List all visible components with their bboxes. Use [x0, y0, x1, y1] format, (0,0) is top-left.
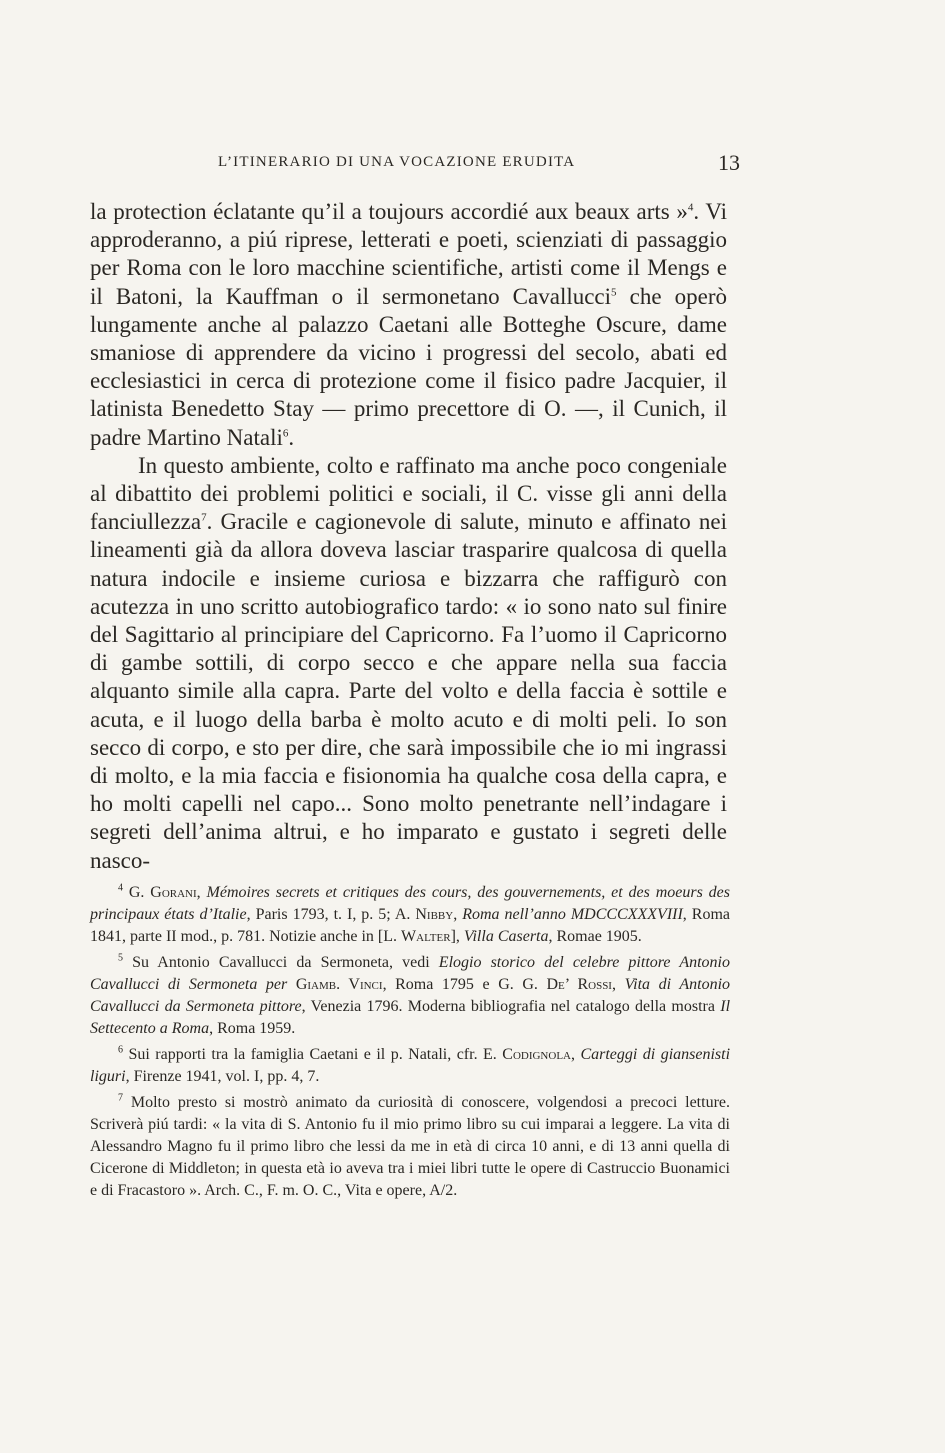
paragraph-2-text: . Gracile e cagionevole di salute, minuto e affinato nei lineamenti già da allora doveva lasciar trasparire qualcosa di quella natura indocile e insieme curiosa e bizzarra che raffigurò con acutezza in uno scritto autobiografico tardo: « io sono nato sul finire del Sagittario al principiare del Capricorno. Fa l’uomo il Capricorno di gambe sottili, di corpo secco e che appare nella sua faccia alquanto simile alla capra. Parte del volto e della faccia è sottile e acuta, e il luogo della barba è molto acuto e di molti peli. Io son secco di corpo, e sto per dire, che sarà impossibile che io mi ingrassi di molto, e la mia faccia e fisionomia ha qualche cosa della capra, e ho molti capelli nel capo... Sono molto penetrante nell’indagare i segreti dell’anima altrui, e ho imparato e gustato i segreti delle nasco-	[90, 509, 727, 873]
footnote-ref-6: 6	[282, 426, 289, 439]
paragraph-1-text: che operò lungamente anche al palazzo Caetani alle Botteghe Oscure, dame smaniose di apprendere da vicino i progressi del secolo, abati ed ecclesiastici in cerca di protezione come il fisico padre Jacquier, il latinista Benedetto Stay — primo precettore di O. —, il Cunich, il padre Martino Natali	[90, 283, 727, 450]
footnote-mark: 4	[118, 882, 123, 894]
footnote-5	[90, 952, 730, 1040]
paragraph-2-text: In questo ambiente, colto e raffinato ma anche poco congeniale al dibattito dei problemi politici e sociali, il C. visse gli anni della fanciullezza	[90, 452, 727, 535]
running-head	[90, 150, 740, 178]
footnote-7	[90, 1092, 730, 1202]
footnote-text: , Firenze 1941, vol. I, pp. 4, 7.	[125, 1068, 320, 1085]
work-title: Carteggi di giansenisti liguri	[90, 1046, 731, 1085]
footnote-text: ],	[450, 928, 464, 945]
work-title: Il Settecento a Roma	[90, 998, 731, 1037]
footnote-mark: 7	[118, 1092, 123, 1104]
work-title: Mémoires secrets et critiques des cours, des gouvernements, et des moeurs des principaux états d’Italie	[90, 884, 731, 923]
paragraph-1-text: la protection éclatante qu’il a toujours accordié aux beaux arts »	[90, 199, 688, 224]
author-name: Codignola	[502, 1046, 571, 1063]
footnote-text: ,	[570, 1046, 581, 1063]
paragraph-1-text: .	[288, 424, 295, 450]
footnote-4	[90, 882, 730, 948]
footnote-mark: 6	[118, 1044, 123, 1056]
footnote-text: Su Antonio Cavallucci da Sermoneta, vedi	[132, 954, 439, 971]
paragraph-1	[90, 198, 727, 452]
footnote-text: , Venezia 1796. Moderna bibliografia nel catalogo della mostra	[301, 998, 721, 1015]
footnote-text: Sui rapporti tra la famiglia Caetani e il p. Natali, cfr. E.	[128, 1046, 503, 1063]
page-number: 13	[718, 150, 740, 175]
footnote-ref-4: 4	[687, 201, 694, 214]
footnote-6	[90, 1044, 730, 1088]
footnote-text: , Romae 1905.	[548, 928, 642, 945]
footnote-text: Molto presto si mostrò animato da curiosità di conoscere, volgendosi a precoci letture. Scriverà piú tardi: « la vita di S. Antonio fu il mio primo libro su cui imparai a leggere. La vita di Alessandro Magno fu il primo libro che lessi da me in età di circa 10 anni, e di 13 anni quella di Cicerone di Middleton; in questa età io aveva tra i miei libri tutte le opere di Castruccio Buonamici e di Fracastoro ». Arch. C., F. m. O. C., Vita e opere, A/2.	[90, 1094, 731, 1199]
footnote-text: , Roma 1795 e G. G.	[382, 976, 547, 993]
footnotes	[90, 882, 730, 1206]
footnote-ref-5: 5	[611, 285, 617, 298]
author-name: Walter	[401, 928, 451, 945]
work-title: Elogio storico del celebre pittore Antonio Cavallucci di Sermoneta per	[90, 954, 730, 993]
running-title: L’ITINERARIO DI UNA VOCAZIONE ERUDITA	[218, 154, 576, 170]
paragraph-1-text: . Vi approderanno, a piú riprese, letterati e poeti, scienziati di passaggio per Roma con le loro macchine scientifiche, artisti come il Mengs e il Batoni, la Kauffman o il sermonetano Cavallucci	[90, 199, 727, 309]
author-name: Nibby	[415, 906, 454, 923]
author-name: De’ Rossi	[546, 976, 612, 993]
author-name: Giamb. Vinci	[295, 976, 383, 993]
work-title: Roma nell’anno MDCCCXXXVIII	[462, 906, 683, 923]
author-name: Gorani	[150, 884, 197, 901]
paragraph-2	[90, 452, 727, 875]
footnote-text: ,	[453, 906, 463, 923]
work-title: Vita di Antonio Cavallucci da Sermoneta pittore	[90, 976, 731, 1015]
footnote-text: , Roma 1841, parte II mod., p. 781. Notizie anche in [L.	[90, 906, 730, 945]
main-text	[90, 198, 727, 875]
footnote-text: ,	[196, 884, 207, 901]
work-title: Villa Caserta	[463, 928, 549, 945]
footnote-text: G.	[128, 884, 151, 901]
footnote-ref-7: 7	[201, 511, 207, 524]
footnote-text: , Roma 1959.	[209, 1020, 296, 1037]
footnote-text: , Paris 1793, t. I, p. 5; A.	[246, 906, 416, 923]
footnote-mark: 5	[118, 952, 123, 964]
footnote-text: ,	[611, 976, 625, 993]
